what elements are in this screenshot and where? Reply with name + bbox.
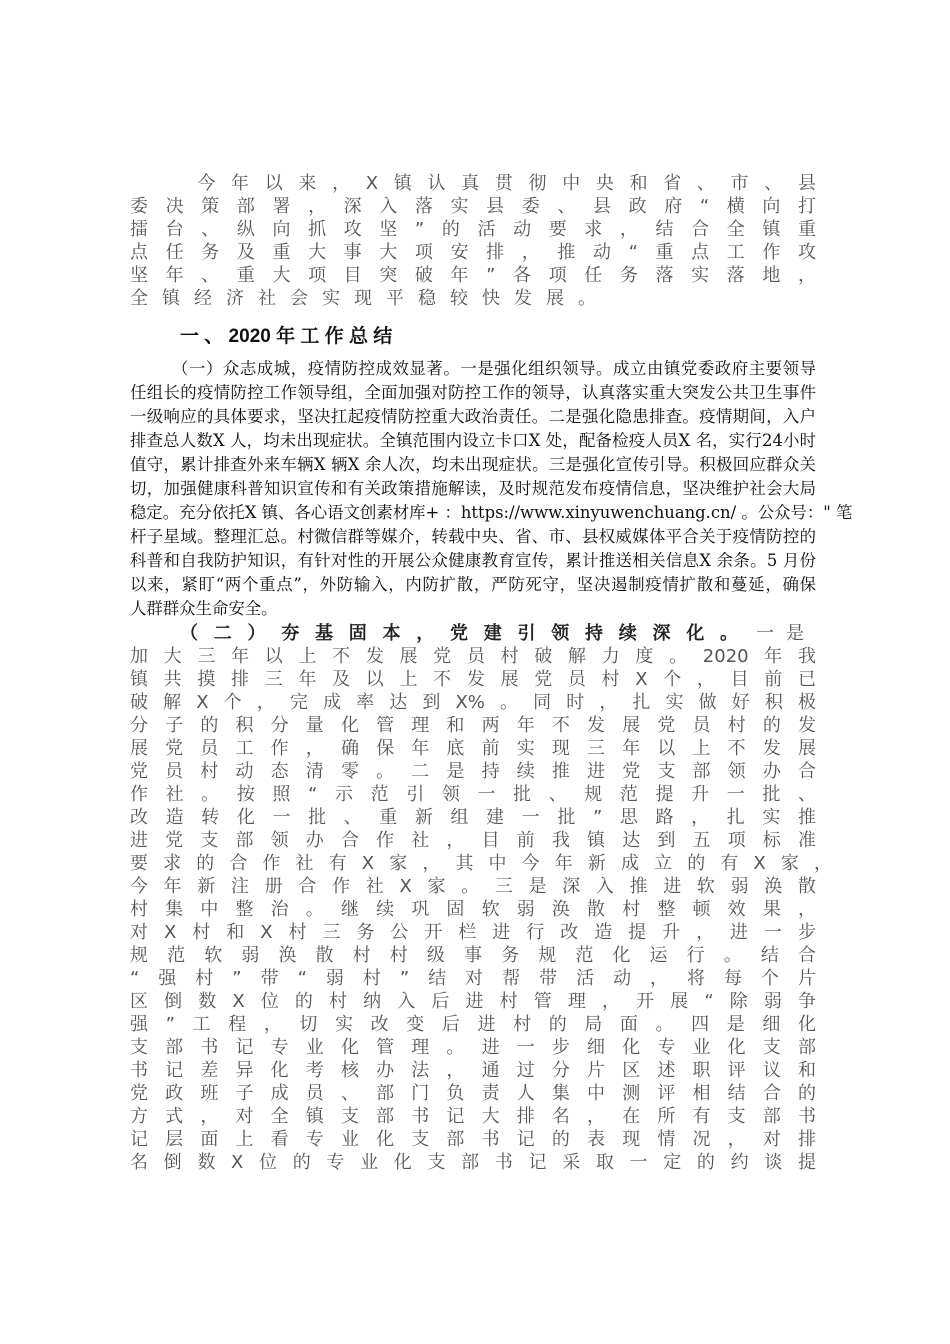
para1-line: 稳定。充分依托X 镇、各心语文创素材库+ ：https://www.xinyuwenchuang.cn/ 。公众号：" 笔 [130, 503, 853, 522]
para2-line: 破解X个，完成率达到X%。同时，扎实做好积极 [130, 692, 816, 713]
para2-line: 要求的合作社有X家，其中今年新成立的有X家， [130, 853, 832, 874]
para1-line: 科普和自我防护知识，有针对性的开展公众健康教育宣传，累计推送相关信息X 余条。5 月份 [130, 551, 816, 570]
intro-line: 委决策部署，深入落实县委、县政府“横向打 [130, 196, 816, 217]
para1-line: 人群群众生命安全。 [130, 599, 278, 618]
para2-line: 党员村动态清零。二是持续推进党支部领办合 [130, 761, 816, 782]
para2-first-line [180, 622, 816, 645]
para2-lead-rest: 一是 [756, 623, 816, 644]
intro-line: 点任务及重大事大项安排，推动“重点工作攻 [130, 242, 816, 263]
intro-line: 擂台、纵向抓攻坚”的活动要求，结合全镇重 [130, 219, 816, 240]
para2-line: 村集中整治。继续巩固软弱涣散村整顿效果， [130, 899, 816, 920]
intro-line: 坚年、重大项目突破年”各项任务落实落地， [130, 265, 816, 286]
para1-line: （一）众志成城，疫情防控成效显著。一是强化组织领导。成立由镇党委政府主要领导 [172, 359, 816, 378]
para2-line: 记层面上看专业化支部书记的表现情况，对排 [130, 1129, 816, 1150]
para2-line: 作社。按照“示范引领一批、规范提升一批、 [130, 784, 816, 805]
para2-line: 党政班子成员、部门负责人集中测评相结合的 [130, 1083, 816, 1104]
para2-line: 改造转化一批、重新组建一批”思路，扎实推 [130, 807, 816, 828]
para1-line: 任组长的疫情防控工作领导组，全面加强对防控工作的领导，认真落实重大突发公共卫生事件 [130, 383, 816, 402]
intro-line: 今年以来，X镇认真贯彻中央和省、市、县 [130, 173, 816, 194]
para2-line: 加大三年以上不发展党员村破解力度。2020年我 [130, 646, 816, 667]
para1-line: 值守，累计排查外来车辆X 辆X 余人次，均未出现症状。三是强化宣传引导。积极回应群众关 [130, 455, 816, 474]
para2-line: 规范软弱涣散村村级事务规范化运行。结合 [130, 945, 816, 966]
para2-line: 强”工程，切实改变后进村的局面。四是细化 [130, 1014, 816, 1035]
para1-line: 一级响应的具体要求，坚决扛起疫情防控重大政治责任。二是强化隐患排查。疫情期间，入户 [130, 407, 816, 426]
para2-line: 对X村和X村三务公开栏进行改造提升，进一步 [130, 922, 816, 943]
para2-line: 今年新注册合作社X家。三是深入推进软弱涣散 [130, 876, 816, 897]
para2-line: 镇共摸排三年及以上不发展党员村X个，目前已 [130, 669, 816, 690]
para1-line: 以来，紧盯“两个重点”，外防输入，内防扩散，严防死守，坚决遏制疫情扩散和蔓延，确保 [130, 575, 816, 594]
para2-line: 名倒数X位的专业化支部书记采取一定的约谈提 [130, 1152, 816, 1173]
para2-line: 区倒数X位的村纳入后进村管理，开展“除弱争 [130, 991, 816, 1012]
para2-line: 书记差异化考核办法，通过分片区述职评议和 [130, 1060, 816, 1081]
para2-line: 进党支部领办合作社，目前我镇达到五项标准 [130, 830, 816, 851]
para1-line: 杆子星域。整理汇总。村微信群等媒介，转载中央、省、市、县权威媒体平合关于疫情防控的 [130, 527, 816, 546]
para2-line: 方式，对全镇支部书记大排名，在所有支部书 [130, 1106, 816, 1127]
para1-line: 排查总人数X 人，均未出现症状。全镇范围内设立卡口X 处，配备检疫人员X 名，实行24小时 [130, 431, 816, 450]
intro-line: 全镇经济社会实现平稳较快发展。 [130, 288, 610, 309]
para1-line: 切，加强健康科普知识宣传和有关政策措施解读，及时规范发布疫情信息，坚决维护社会大局 [130, 479, 816, 498]
para2-line: 展党员工作，确保年底前实现三年以上不发展 [130, 738, 816, 759]
para2-line: 支部书记专业化管理。进一步细化专业化支部 [130, 1037, 816, 1058]
para2-line: “强村”带“弱村”结对帮带活动，将每个片 [130, 968, 816, 989]
para2-line: 分子的积分量化管理和两年不发展党员村的发 [130, 715, 816, 736]
para2-lead: （二）夯基固本，党建引领持续深化。 [180, 623, 738, 644]
section-heading: 一 、 2020 年 工 作 总 结 [180, 326, 393, 347]
